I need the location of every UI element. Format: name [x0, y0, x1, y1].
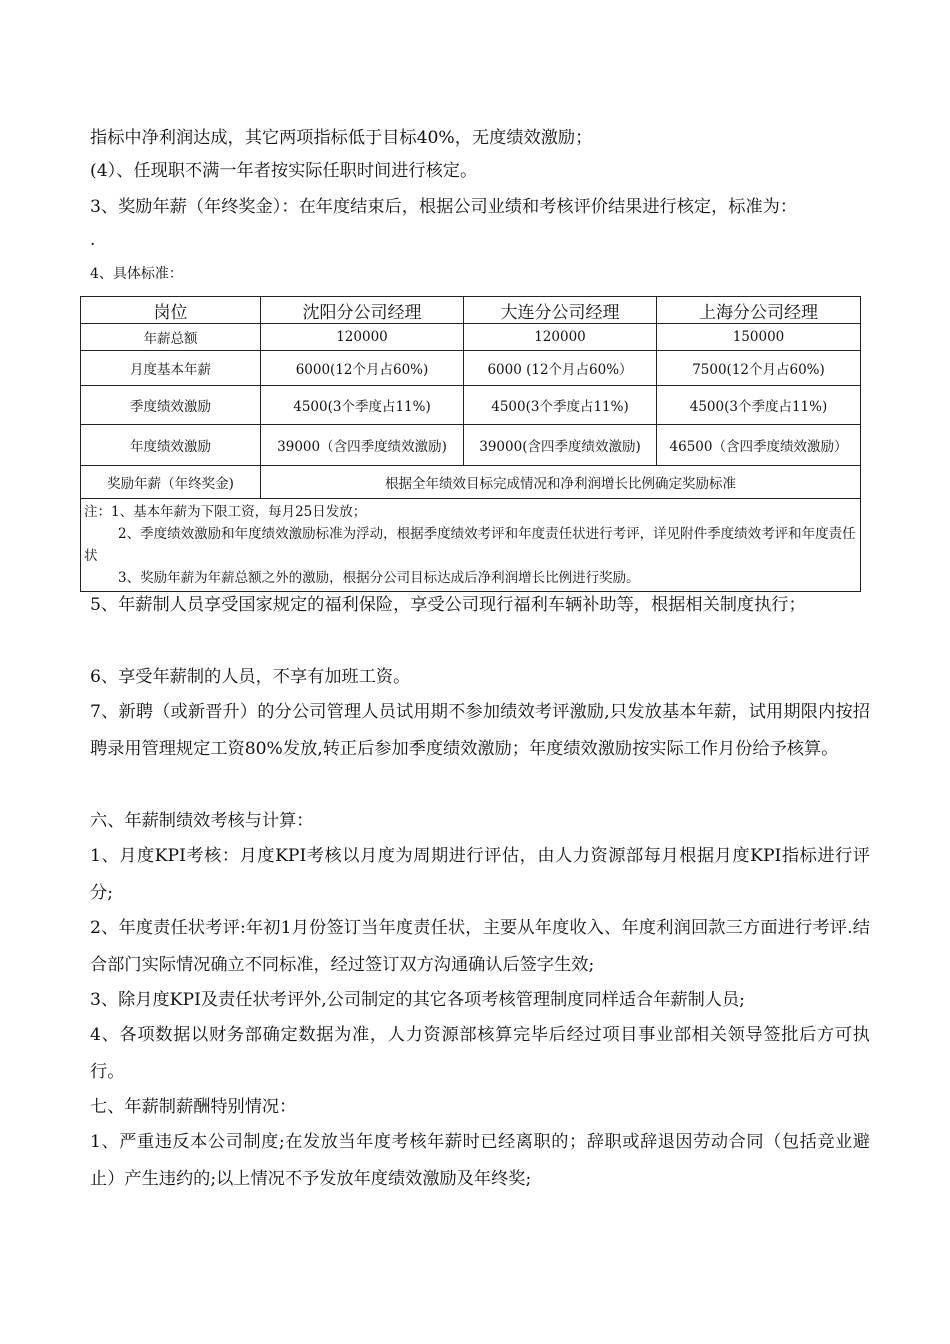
table-cell: 4500(3个季度占11%)	[657, 386, 861, 425]
table-cell-merged: 根据全年绩效目标完成情况和净利润增长比例确定奖励标准	[261, 466, 861, 499]
table-notes-row	[81, 499, 861, 592]
paragraph-line: (4）、任现职不满一年者按实际任职时间进行核定。	[90, 161, 478, 181]
note-line: 3、奖励年薪为年薪总额之外的激励，根据分公司目标达成后净利润增长比例进行奖励。	[118, 570, 640, 586]
table-cell: 4500(3个季度占11%)	[464, 386, 657, 425]
section-heading: 六、年薪制绩效考核与计算：	[90, 811, 314, 831]
table-header-cell: 岗位	[81, 297, 261, 324]
table-notes-cell	[81, 499, 861, 592]
table-header-cell: 沈阳分公司经理	[261, 297, 464, 324]
table-row	[81, 386, 861, 425]
table-cell: 39000(含四季度绩效激励)	[464, 425, 657, 466]
row-label: 奖励年薪（年终奖金)	[81, 466, 261, 499]
table-cell: 120000	[261, 324, 464, 351]
table-cell: 150000	[657, 324, 861, 351]
table-cell: 4500(3个季度占11%)	[261, 386, 464, 425]
paragraph: 7、新聘（或新晋升）的分公司管理人员试用期不参加绩效考评激励,只发放基本年薪，试用期限内按招聘录用管理规定工资80%发放,转正后参加季度绩效激励；年度绩效激励按实际工作月份给予核算。	[90, 702, 870, 759]
paragraph: 2、年度责任状考评:年初1月份签订当年度责任状，主要从年度收入、年度利润回款三方面进行考评.结合部门实际情况确立不同标准，经过签订双方沟通确认后签字生效;	[90, 918, 870, 975]
table-header-cell: 上海分公司经理	[657, 297, 861, 324]
paragraph: 1、严重违反本公司制度;在发放当年度考核年薪时已经离职的；辞职或辞退因劳动合同（包括竞业避止）产生违约的;以上情况不予发放年度绩效激励及年终奖;	[90, 1132, 870, 1189]
paragraph-dot: .	[90, 230, 96, 250]
paragraph: 5、年薪制人员享受国家规定的福利保险，享受公司现行福利车辆补助等，根据相关制度执行；	[90, 595, 806, 615]
paragraph: 3、除月度KPI及责任状考评外,公司制定的其它各项考核管理制度同样适合年薪制人员;	[90, 990, 745, 1010]
table-row	[81, 324, 861, 351]
table-header-cell: 大连分公司经理	[464, 297, 657, 324]
note-line: 注：1、基本年薪为下限工资，每月25日发放；	[84, 504, 367, 520]
table-cell: 6000 (12个月占60%）	[464, 351, 657, 386]
row-label: 季度绩效激励	[81, 386, 261, 425]
paragraph: 1、月度KPI考核：月度KPI考核以月度为周期进行评估，由人力资源部每月根据月度KPI指标进行评分;	[90, 846, 870, 903]
section-heading: 4、具体标准：	[90, 266, 183, 282]
table-cell: 46500（含四季度绩效激励）	[657, 425, 861, 466]
table-row	[81, 425, 861, 466]
table-row	[81, 351, 861, 386]
row-label: 月度基本年薪	[81, 351, 261, 386]
paragraph-line: 3、奖励年薪（年终奖金）：在年度结束后，根据公司业绩和考核评价结果进行核定，标准为：	[90, 197, 798, 217]
salary-standard-table	[80, 296, 861, 592]
table-header-row	[81, 297, 861, 324]
paragraph: 4、各项数据以财务部确定数据为准，人力资源部核算完毕后经过项目事业部相关领导签批后方可执行。	[90, 1025, 870, 1082]
paragraph: 6、享受年薪制的人员，不享有加班工资。	[90, 667, 411, 687]
table-row	[81, 466, 861, 499]
paragraph-line: 指标中净利润达成，其它两项指标低于目标40%，无度绩效激励；	[90, 128, 593, 148]
row-label: 年度绩效激励	[81, 425, 261, 466]
table-cell: 120000	[464, 324, 657, 351]
row-label: 年薪总额	[81, 324, 261, 351]
table-cell: 6000(12个月占60%)	[261, 351, 464, 386]
table-cell: 39000（含四季度绩效激励)	[261, 425, 464, 466]
table-cell: 7500(12个月占60%)	[657, 351, 861, 386]
note-line: 2、季度绩效激励和年度绩效激励标准为浮动，根据季度绩效考评和年度责任状进行考评，详见附件季度绩效考评和年度责任状	[84, 526, 856, 564]
section-heading: 七、年薪制薪酬特别情况：	[90, 1097, 297, 1117]
